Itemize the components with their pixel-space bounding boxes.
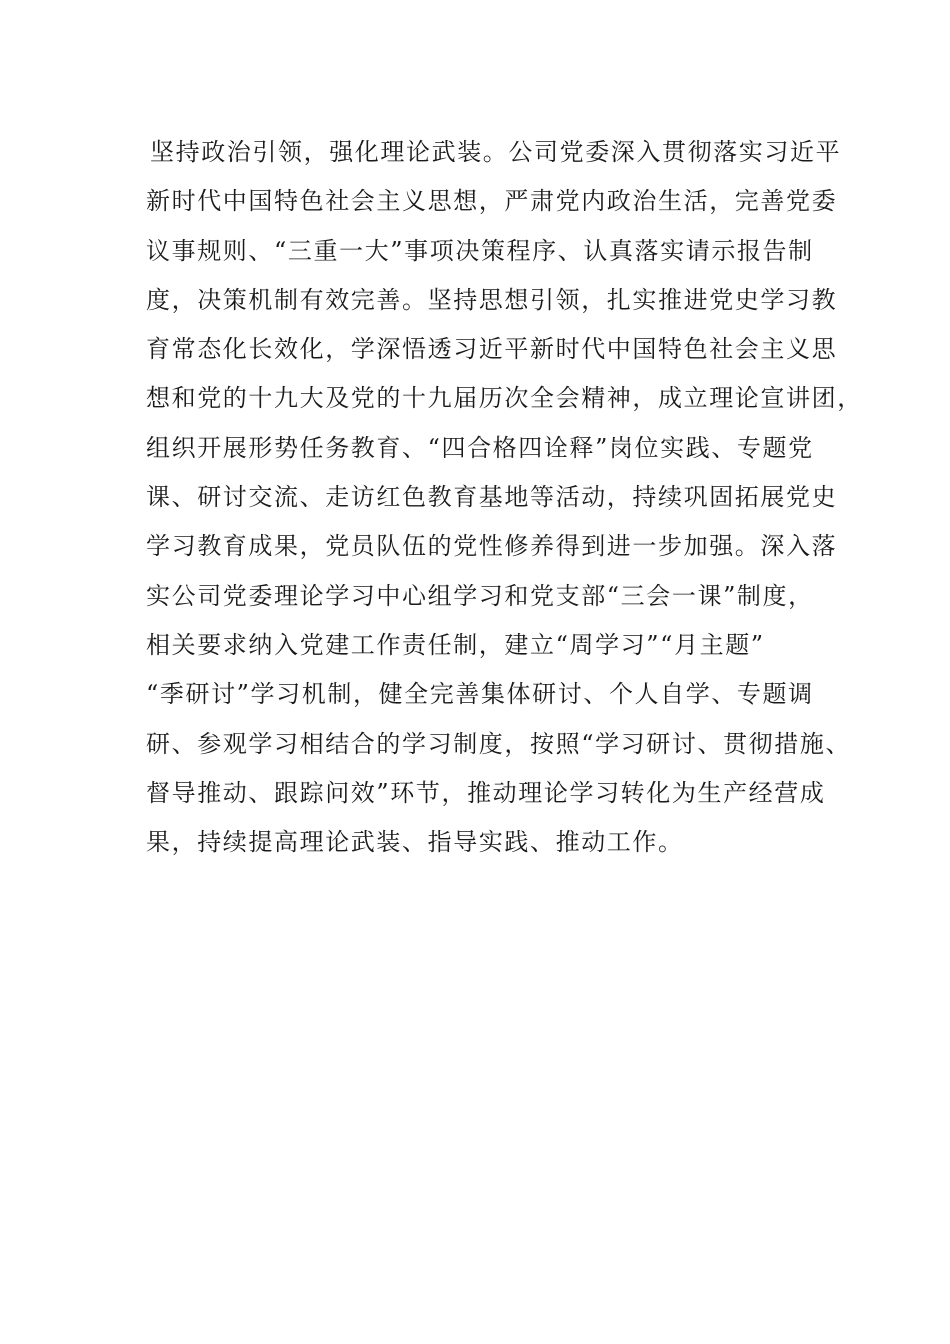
paragraph-line: 度，决策机制有效完善。坚持思想引领，扎实推进党史学习教: [146, 285, 838, 314]
paragraph-line: “季研讨”学习机制，健全完善集体研讨、个人自学、专题调: [146, 680, 814, 709]
paragraph-line: 研、参观学习相结合的学习制度，按照“学习研讨、贯彻措施、: [146, 729, 852, 758]
paragraph-line: 学习教育成果，党员队伍的党性修养得到进一步加强。深入落: [146, 532, 838, 561]
paragraph-line: 相关要求纳入党建工作责任制，建立“周学习”“月主题”: [146, 630, 765, 659]
paragraph-line: 课、研讨交流、走访红色教育基地等活动，持续巩固拓展党史: [146, 483, 838, 512]
paragraph-line: 新时代中国特色社会主义思想，严肃党内政治生活，完善党委: [146, 187, 838, 216]
paragraph-line: 坚持政治引领，强化理论武装。公司党委深入贯彻落实习近平: [150, 138, 842, 166]
paragraph-line: 议事规则、“三重一大”事项决策程序、认真落实请示报告制: [146, 236, 814, 265]
paragraph-line: 组织开展形势任务教育、“四合格四诠释”岗位实践、专题党: [146, 433, 814, 462]
body-paragraph: [146, 128, 863, 867]
paragraph-line: 育常态化长效化，学深悟透习近平新时代中国特色社会主义思: [146, 335, 838, 364]
paragraph-line: 实公司党委理论学习中心组学习和党支部“三会一课”制度，: [146, 581, 814, 610]
paragraph-line: 督导推动、跟踪问效”环节，推动理论学习转化为生产经营成: [146, 778, 826, 807]
paragraph-line: 想和党的十九大及党的十九届历次全会精神，成立理论宣讲团，: [146, 384, 863, 413]
paragraph-line: 果，持续提高理论武装、指导实践、推动工作。: [146, 828, 684, 857]
